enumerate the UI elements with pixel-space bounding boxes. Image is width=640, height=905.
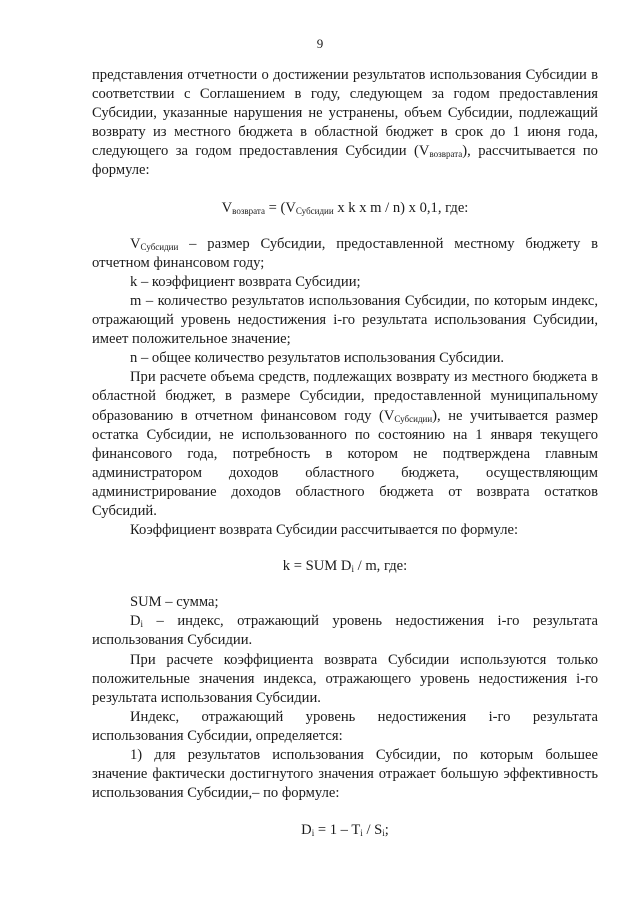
definition-v-subsidy: $V_{Субсидии}$ – размер Субсидии, предоставленной местному бюджету в отчетном финансовом году; <box>92 235 598 271</box>
formula-coefficient: k = SUM $D_i$ / m, где: <box>282 558 408 575</box>
paragraph-coefficient-intro: Коэффициент возврата Субсидии рассчитывается по формуле: <box>130 522 519 539</box>
paragraph-index-definition: Индекс, отражающий уровень недостижения i-го результата использования Субсидии, определяется: <box>92 708 598 744</box>
definition-n: n – общее количество результатов использования Субсидии. <box>130 350 505 367</box>
document-body <box>92 66 598 840</box>
definition-m: m – количество результатов использования Субсидии, по которым индекс, отражающий уровень недостижения i-го результата использования Субсидии, имеет положительное значение; <box>92 292 598 348</box>
paragraph-case-1: 1) для результатов использования Субсидии, по которым большее значение фактически достигнутого значения отражает большую эффективность использования Субсидии,– по формуле: <box>92 747 598 802</box>
definition-sum: SUM – сумма; <box>130 594 219 611</box>
paragraph-calculation-note: При расчете объема средств, подлежащих возврату из местного бюджета в областной бюджет, в размере Субсидии, предоставленной муниципальному образованию в отчетном финансовом году $(V_{Субсидии})$, не учитывается размер остатка Субсидии, не использованного по состоянию на 1 января текущего финансового года, потребность в котором не подтверждена главным администратором доходов областного бюджета, осуществляющим администрирование доходов областного бюджета от возврата остатков Субсидий. <box>92 369 598 519</box>
page-number: 9 <box>316 36 324 51</box>
formula-index: $D_i = 1 - T_i / S_i$; <box>301 822 389 839</box>
paragraph-subsidy-return: представления отчетности о достижении результатов использования Субсидии в соответствии с Соглашением в году, следующем за годом предоставления Субсидии, указанные нарушения не устранены, объем Субсидии, подлежащий возврату из местного бюджета в областной бюджет в срок до 1 июня года, следующего за годом предоставления Субсидии $(V_{возврата})$, рассчитывается по формуле: <box>92 67 598 179</box>
definition-k: k – коэффициент возврата Субсидии; <box>130 273 361 290</box>
formula-return-volume: $V_{возврата} = (V_{Субсидии}$ x k x m / n) x 0,1, где: <box>221 199 469 216</box>
paragraph-positive-values: При расчете коэффициента возврата Субсидии используются только положительные значения индекса, отражающего уровень недостижения i-го результата использования Субсидии. <box>92 651 598 706</box>
definition-d: $D_i$ – индекс, отражающий уровень недостижения i-го результата использования Субсидии. <box>92 613 598 649</box>
